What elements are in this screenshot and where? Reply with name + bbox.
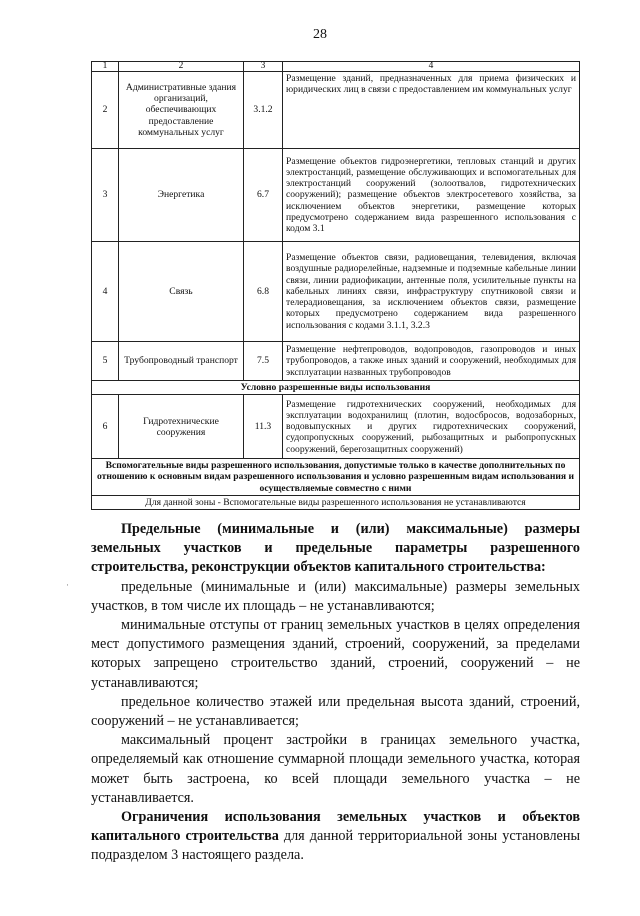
use-name: Связь bbox=[119, 242, 244, 342]
paragraph: максимальный процент застройки в границах земельного участка, определяемый как отношение суммарной площади земельного участка, которая может быть застроена, ко всей площади земельного участка – не устанавливается. bbox=[91, 732, 580, 806]
row-number: 3 bbox=[92, 149, 119, 242]
row-number: 6 bbox=[92, 395, 119, 459]
use-name: Энергетика bbox=[119, 149, 244, 242]
auxiliary-uses-note: Для данной зоны - Вспомогательные виды разрешенного использования не устанавливаются bbox=[92, 495, 580, 509]
header-cell: 3 bbox=[244, 62, 283, 72]
use-name: Административные здания организаций, обеспечивающих предоставление коммунальных услуг bbox=[119, 72, 244, 149]
use-code: 11.3 bbox=[244, 395, 283, 459]
row-number: 5 bbox=[92, 342, 119, 381]
use-name: Трубопроводный транспорт bbox=[119, 342, 244, 381]
header-cell: 2 bbox=[119, 62, 244, 72]
auxiliary-uses-heading: Вспомогательные виды разрешенного использования, допустимые только в качестве дополнительных по отношению к основным видам разрешенного использования и условно разрешенным видам использования и осуществляемые совместно с ними bbox=[92, 459, 580, 496]
conditional-uses-heading: Условно разрешенные виды использования bbox=[92, 381, 580, 395]
paragraph-restrictions bbox=[91, 808, 580, 866]
table-row bbox=[92, 149, 580, 242]
table-row bbox=[92, 72, 580, 149]
use-description: Размещение объектов гидроэнергетики, тепловых станций и других электростанций, размещение обслуживающих и вспомогательных для электростанций сооружений (золоотвалов, гидротехнических сооружений); размещение объектов электросетевого хозяйства, за исключением объектов энергетики, размещение которых предусмотрено содержанием вида разрешенного использования с кодом 3.1 bbox=[283, 149, 580, 242]
use-code: 3.1.2 bbox=[244, 72, 283, 149]
restrictions-heading: Ограничения использования земельных участков и объектов капитального строительства bbox=[91, 809, 580, 845]
use-description: Размещение нефтепроводов, водопроводов, газопроводов и иных трубопроводов, а также иных зданий и сооружений, необходимых для эксплуатации названных трубопроводов bbox=[283, 342, 580, 381]
use-description: Размещение зданий, предназначенных для приема физических и юридических лиц в связи с предоставлением им коммунальных услуг bbox=[283, 72, 580, 149]
margin-mark: · bbox=[66, 580, 69, 590]
land-use-table bbox=[91, 61, 580, 510]
table-row bbox=[92, 395, 580, 459]
use-code: 7.5 bbox=[244, 342, 283, 381]
use-name: Гидротехнические сооружения bbox=[119, 395, 244, 459]
row-number: 4 bbox=[92, 242, 119, 342]
section-row bbox=[92, 459, 580, 496]
restrictions-text: для данной территориальной зоны установлены подразделом 3 настоящего раздела. bbox=[91, 828, 580, 864]
header-cell: 1 bbox=[92, 62, 119, 72]
table-header-row bbox=[92, 62, 580, 72]
paragraph-heading bbox=[91, 520, 580, 578]
table-row bbox=[92, 342, 580, 381]
table-row bbox=[92, 242, 580, 342]
paragraph: предельные (минимальные и (или) максимальные) размеры земельных участков, в том числе их площадь – не устанавливаются; bbox=[91, 578, 580, 614]
use-description: Размещение объектов связи, радиовещания, телевидения, включая воздушные радиорелейные, надземные и подземные кабельные линии связи, линии радиофикации, антенные поля, усилительные пункты на кабельных линиях связи, инфраструктуру спутниковой связи и телерадиовещания, за исключением объектов связи, размещение которых предусмотрено содержанием вида разрешенного использования с кодами 3.1.1, 3.2.3 bbox=[283, 242, 580, 342]
use-code: 6.7 bbox=[244, 149, 283, 242]
section-row bbox=[92, 495, 580, 509]
parameters-heading: Предельные (минимальные и (или) максимальные) размеры земельных участков и предельные параметры разрешенного строительства, реконструкции объектов капитального строительства: bbox=[91, 521, 580, 576]
body-text bbox=[91, 520, 580, 866]
paragraph: предельное количество этажей или предельная высота зданий, строений, сооружений – не устанавливается; bbox=[91, 693, 580, 730]
use-code: 6.8 bbox=[244, 242, 283, 342]
page-number: 28 bbox=[313, 27, 327, 42]
use-description: Размещение гидротехнических сооружений, необходимых для эксплуатации водохранилищ (плотин, водосбросов, водозаборных, водовыпускных и других гидротехнических сооружений, судопропускных сооружений, рыбозащитных и рыбопропускных сооружений, берегозащитных сооружений) bbox=[283, 395, 580, 459]
section-row bbox=[92, 381, 580, 395]
header-cell: 4 bbox=[283, 62, 580, 72]
row-number: 2 bbox=[92, 72, 119, 149]
paragraph: минимальные отступы от границ земельных участков в целях определения мест допустимого размещения зданий, строений, сооружений, за пределами которых запрещено строительство зданий, строений, сооружений – не устанавливаются; bbox=[91, 617, 580, 691]
